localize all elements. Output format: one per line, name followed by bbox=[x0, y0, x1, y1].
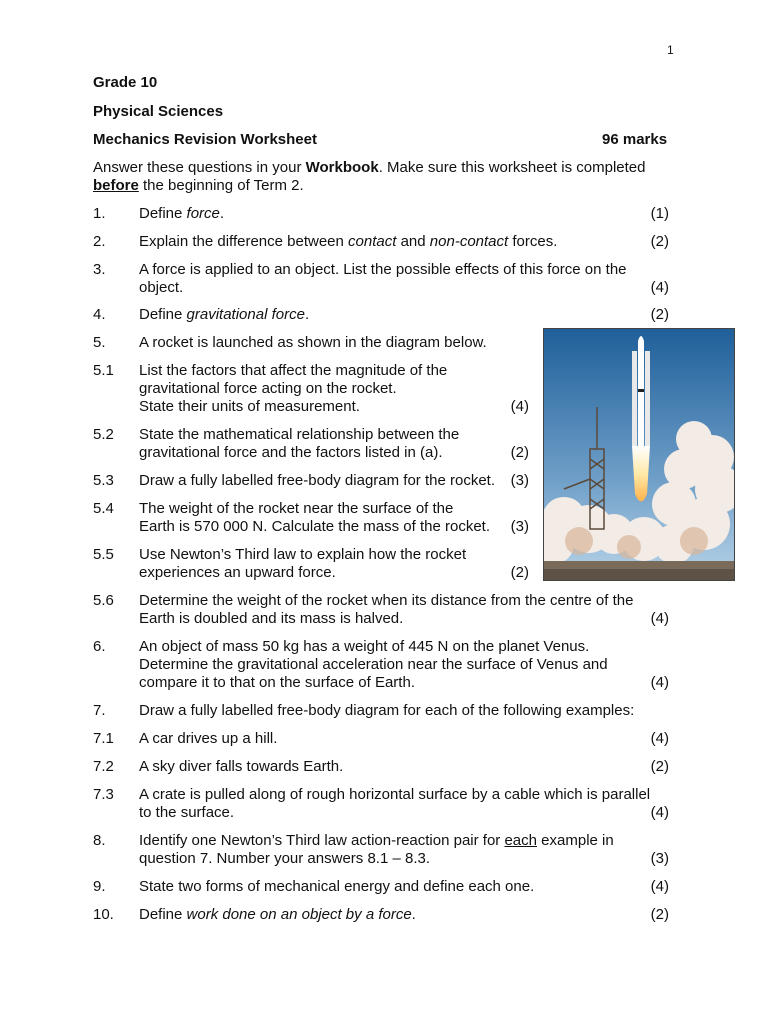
question-number: 4. bbox=[93, 306, 106, 323]
text-line: A force is applied to an object. List the possible effects of this force on the bbox=[139, 261, 627, 278]
text-line: gravitational force and the factors listed in (a). bbox=[139, 444, 443, 461]
question-number: 7.2 bbox=[93, 758, 114, 775]
question-text bbox=[139, 638, 608, 692]
question-number: 7.3 bbox=[93, 786, 114, 803]
question-text bbox=[139, 205, 224, 223]
question-number: 5.2 bbox=[93, 426, 114, 443]
text-run: . bbox=[411, 906, 416, 923]
text-line: Draw a fully labelled free-body diagram for each of the following examples: bbox=[139, 702, 635, 719]
instructions-text: . Make sure this worksheet is completed bbox=[378, 159, 646, 176]
question-text bbox=[139, 546, 466, 582]
question-number: 9. bbox=[93, 878, 106, 895]
text-line: An object of mass 50 kg has a weight of 445 N on the planet Venus. bbox=[139, 638, 590, 655]
question-marks: (2) bbox=[650, 233, 669, 250]
question-number: 5.1 bbox=[93, 362, 114, 379]
question-text bbox=[139, 832, 614, 868]
text-line: Use Newton’s Third law to explain how the rocket bbox=[139, 546, 467, 563]
rocket-launch-illustration bbox=[544, 329, 734, 580]
text-line: Determine the weight of the rocket when its distance from the centre of the bbox=[139, 592, 634, 609]
text-run: . bbox=[304, 306, 310, 323]
question-text bbox=[139, 334, 487, 352]
text-line: to the surface. bbox=[139, 804, 235, 821]
question-number: 5.3 bbox=[93, 472, 114, 489]
text-line: experiences an upward force. bbox=[139, 564, 336, 581]
question-number: 8. bbox=[93, 832, 106, 849]
question-marks: (2) bbox=[510, 444, 529, 461]
rocket-launch-photo bbox=[543, 328, 735, 581]
question-text bbox=[139, 878, 534, 896]
question-number: 1. bbox=[93, 205, 106, 222]
term-italic: force bbox=[186, 205, 220, 222]
question-marks: (4) bbox=[650, 804, 669, 821]
question-marks: (3) bbox=[650, 850, 669, 867]
worksheet-title: Mechanics Revision Worksheet bbox=[93, 131, 317, 148]
question-number: 7.1 bbox=[93, 730, 114, 747]
question-text bbox=[139, 500, 490, 536]
question-number: 5.6 bbox=[93, 592, 114, 609]
instructions-text: the beginning of Term 2. bbox=[138, 177, 304, 194]
question-marks: (4) bbox=[650, 878, 669, 895]
term-italic: non-contact bbox=[429, 233, 509, 250]
text-run: Define bbox=[139, 906, 187, 923]
question-number: 5.4 bbox=[93, 500, 114, 517]
question-marks: (4) bbox=[650, 279, 669, 296]
text-run: forces. bbox=[508, 233, 558, 250]
text-line: State their units of measurement. bbox=[139, 398, 360, 415]
question-marks: (2) bbox=[650, 906, 669, 923]
text-line: A car drives up a hill. bbox=[139, 730, 278, 747]
text-line: Earth is doubled and its mass is halved. bbox=[139, 610, 404, 627]
subject-heading: Physical Sciences bbox=[93, 103, 224, 120]
question-marks: (2) bbox=[510, 564, 529, 581]
text-line: object. bbox=[139, 279, 184, 296]
text-run: example in bbox=[537, 832, 614, 849]
workbook-emphasis: Workbook bbox=[305, 159, 379, 176]
total-marks: 96 marks bbox=[602, 131, 668, 148]
question-text bbox=[139, 472, 495, 490]
question-number: 10. bbox=[93, 906, 114, 923]
question-marks: (4) bbox=[650, 674, 669, 691]
question-text bbox=[139, 758, 343, 776]
question-marks: (4) bbox=[650, 730, 669, 747]
question-number: 2. bbox=[93, 233, 106, 250]
question-marks: (1) bbox=[650, 205, 669, 222]
text-run: Define bbox=[139, 205, 187, 222]
question-marks: (3) bbox=[510, 518, 529, 535]
text-line: State two forms of mechanical energy and define each one. bbox=[139, 878, 535, 895]
text-line: Draw a fully labelled free-body diagram for the rocket. bbox=[139, 472, 496, 489]
text-line: A sky diver falls towards Earth. bbox=[139, 758, 344, 775]
text-run: Identify one Newton’s Third law action-reaction pair for bbox=[139, 832, 505, 849]
question-number: 5.5 bbox=[93, 546, 114, 563]
term-italic: gravitational force bbox=[186, 306, 305, 323]
question-marks: (4) bbox=[650, 610, 669, 627]
question-text bbox=[139, 906, 416, 924]
question-number: 6. bbox=[93, 638, 106, 655]
instructions-text: Answer these questions in your bbox=[93, 159, 306, 176]
text-run: and bbox=[396, 233, 430, 250]
text-run: . bbox=[219, 205, 225, 222]
question-text bbox=[139, 261, 627, 297]
before-emphasis: before bbox=[93, 177, 139, 194]
text-line: Determine the gravitational acceleration near the surface of Venus and bbox=[139, 656, 608, 673]
instructions-line-1 bbox=[93, 159, 645, 177]
question-text bbox=[139, 362, 447, 416]
text-line: gravitational force acting on the rocket. bbox=[139, 380, 397, 397]
text-run: Explain the difference between bbox=[139, 233, 349, 250]
question-text bbox=[139, 592, 633, 628]
question-text bbox=[139, 730, 277, 748]
text-line: compare it to that on the surface of Earth. bbox=[139, 674, 415, 691]
question-text bbox=[139, 702, 634, 720]
question-number: 3. bbox=[93, 261, 106, 278]
instructions-line-2 bbox=[93, 177, 304, 195]
text-run: Define bbox=[139, 306, 187, 323]
text-line: List the factors that affect the magnitude of the bbox=[139, 362, 448, 379]
question-marks: (4) bbox=[510, 398, 529, 415]
question-marks: (3) bbox=[510, 472, 529, 489]
grade-heading: Grade 10 bbox=[93, 74, 158, 91]
question-marks: (2) bbox=[650, 758, 669, 775]
term-italic: work done on an object by a force bbox=[186, 906, 412, 923]
question-number: 7. bbox=[93, 702, 106, 719]
underlined-term: each bbox=[504, 832, 537, 849]
text-line: The weight of the rocket near the surface of the bbox=[139, 500, 454, 517]
text-line: State the mathematical relationship between the bbox=[139, 426, 460, 443]
question-marks: (2) bbox=[650, 306, 669, 323]
question-text bbox=[139, 233, 557, 251]
text-line: A crate is pulled along of rough horizontal surface by a cable which is parallel bbox=[139, 786, 651, 803]
term-italic: contact bbox=[348, 233, 397, 250]
page-number: 1 bbox=[667, 43, 674, 57]
question-text bbox=[139, 786, 650, 822]
question-text bbox=[139, 426, 459, 462]
question-number: 5. bbox=[93, 334, 106, 351]
text-line: question 7. Number your answers 8.1 – 8.3. bbox=[139, 850, 430, 867]
question-text bbox=[139, 306, 309, 324]
text-line bbox=[139, 832, 614, 850]
text-line: Earth is 570 000 N. Calculate the mass of the rocket. bbox=[139, 518, 491, 535]
text-line: A rocket is launched as shown in the diagram below. bbox=[139, 334, 487, 351]
